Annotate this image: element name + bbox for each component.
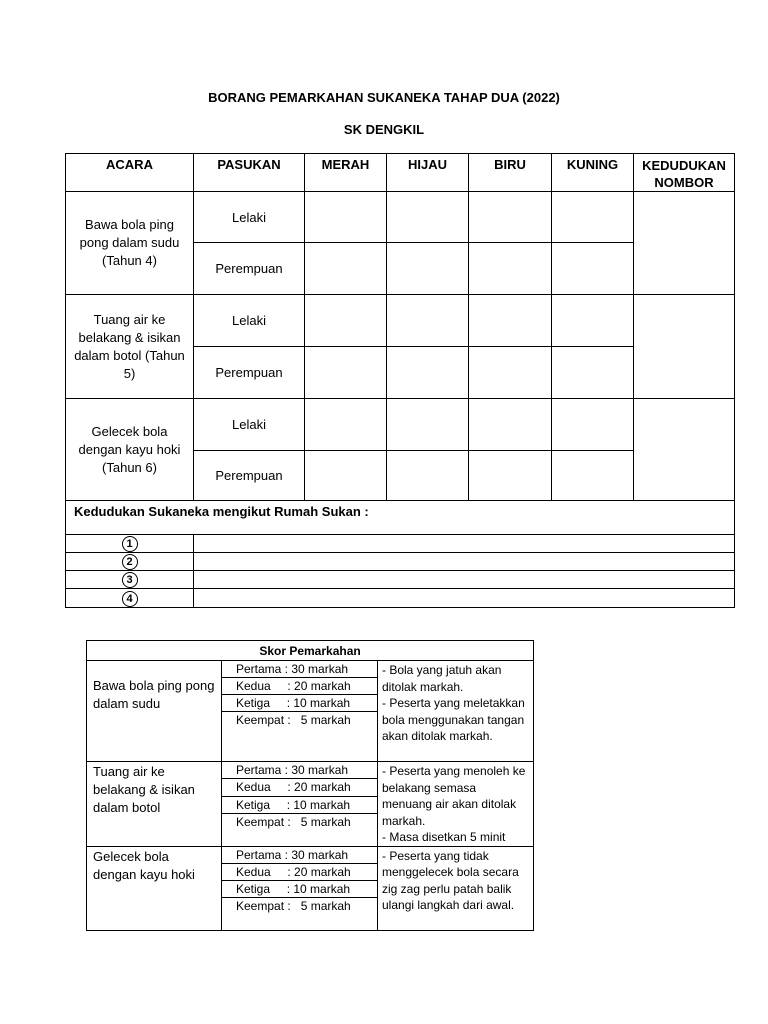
standing-row [66,589,735,608]
col-kedudukan: KEDUDUKAN NOMBOR [634,154,735,192]
mark-item: Pertama : 30 markah [222,762,378,779]
score-event-name: Gelecek bola dengan kayu hoki [87,846,222,930]
standing-cell[interactable] [194,553,735,571]
event-row [66,192,735,243]
event-row [66,295,735,347]
team-label: Perempuan [194,243,305,295]
mark-item: Pertama : 30 markah [222,846,378,863]
score-notes [378,661,534,762]
position-number: 4 [122,591,138,607]
event-row [66,399,735,451]
note-item: - Peserta yang meletakkan bola menggunakan tangan akan ditolak markah. [382,696,525,743]
score-cell[interactable] [305,399,387,451]
score-cell[interactable] [552,399,634,451]
note-item: - Peserta yang menoleh ke belakang semasa menuang air akan ditolak markah. [382,764,526,828]
score-notes [378,762,534,847]
score-row [87,846,534,863]
score-event-name: Bawa bola ping pong dalam sudu [87,661,222,762]
score-cell[interactable] [387,192,469,243]
scoring-table [65,153,735,608]
score-row [87,661,534,678]
score-cell[interactable] [469,451,552,501]
score-cell[interactable] [469,243,552,295]
col-hijau: HIJAU [387,154,469,192]
mark-item: Keempat : 5 markah [222,813,378,846]
mark-item: Kedua : 20 markah [222,678,378,695]
standing-row [66,553,735,571]
score-cell[interactable] [387,243,469,295]
score-cell[interactable] [305,192,387,243]
score-cell[interactable] [387,399,469,451]
col-biru: BIRU [469,154,552,192]
score-cell[interactable] [469,399,552,451]
score-cell[interactable] [387,451,469,501]
position-number: 3 [122,572,138,588]
header-row [66,154,735,192]
position-cell[interactable] [634,399,735,501]
mark-item: Keempat : 5 markah [222,897,378,930]
event-name: Tuang air ke belakang & isikan dalam botol (Tahun 5) [66,295,194,399]
score-title-row [87,641,534,661]
position-cell[interactable] [634,295,735,399]
col-acara: ACARA [66,154,194,192]
standing-label: Kedudukan Sukaneka mengikut Rumah Sukan : [66,501,735,535]
score-title: Skor Pemarkahan [87,641,534,661]
score-cell[interactable] [305,451,387,501]
mark-item: Ketiga : 10 markah [222,880,378,897]
score-cell[interactable] [469,295,552,347]
form-title: BORANG PEMARKAHAN SUKANEKA TAHAP DUA (2022) [208,90,560,105]
score-cell[interactable] [552,347,634,399]
score-cell[interactable] [305,243,387,295]
score-cell[interactable] [552,451,634,501]
team-label: Lelaki [194,399,305,451]
col-merah: MERAH [305,154,387,192]
standing-cell[interactable] [194,535,735,553]
position-number: 1 [122,536,138,552]
note-item: - Bola yang jatuh akan ditolak markah. [382,663,502,694]
score-row [87,762,534,779]
score-cell[interactable] [552,192,634,243]
score-cell[interactable] [387,347,469,399]
standing-cell[interactable] [194,589,735,608]
score-cell[interactable] [469,347,552,399]
event-name: Gelecek bola dengan kayu hoki (Tahun 6) [66,399,194,501]
position-number: 2 [122,554,138,570]
team-label: Perempuan [194,347,305,399]
score-cell[interactable] [305,295,387,347]
score-cell[interactable] [305,347,387,399]
standing-header-row [66,501,735,535]
team-label: Lelaki [194,192,305,243]
mark-item: Kedua : 20 markah [222,779,378,796]
event-name: Bawa bola ping pong dalam sudu (Tahun 4) [66,192,194,295]
score-cell[interactable] [552,295,634,347]
standing-row [66,535,735,553]
standing-row [66,571,735,589]
score-notes [378,846,534,930]
mark-item: Pertama : 30 markah [222,661,378,678]
score-table [86,640,534,931]
note-item: - Masa disetkan 5 minit [382,830,506,844]
school-name: SK DENGKIL [343,122,425,137]
score-cell[interactable] [469,192,552,243]
col-kuning: KUNING [552,154,634,192]
score-cell[interactable] [387,295,469,347]
score-cell[interactable] [552,243,634,295]
note-item: - Peserta yang tidak menggelecek bola secara zig zag perlu patah balik ulangi langkah dari awal. [382,848,519,912]
col-pasukan: PASUKAN [194,154,305,192]
team-label: Lelaki [194,295,305,347]
mark-item: Ketiga : 10 markah [222,695,378,712]
mark-item: Ketiga : 10 markah [222,796,378,813]
mark-item: Kedua : 20 markah [222,863,378,880]
team-label: Perempuan [194,451,305,501]
score-event-name: Tuang air ke belakang & isikan dalam botol [87,762,222,847]
mark-item: Keempat : 5 markah [222,712,378,762]
standing-cell[interactable] [194,571,735,589]
position-cell[interactable] [634,192,735,295]
